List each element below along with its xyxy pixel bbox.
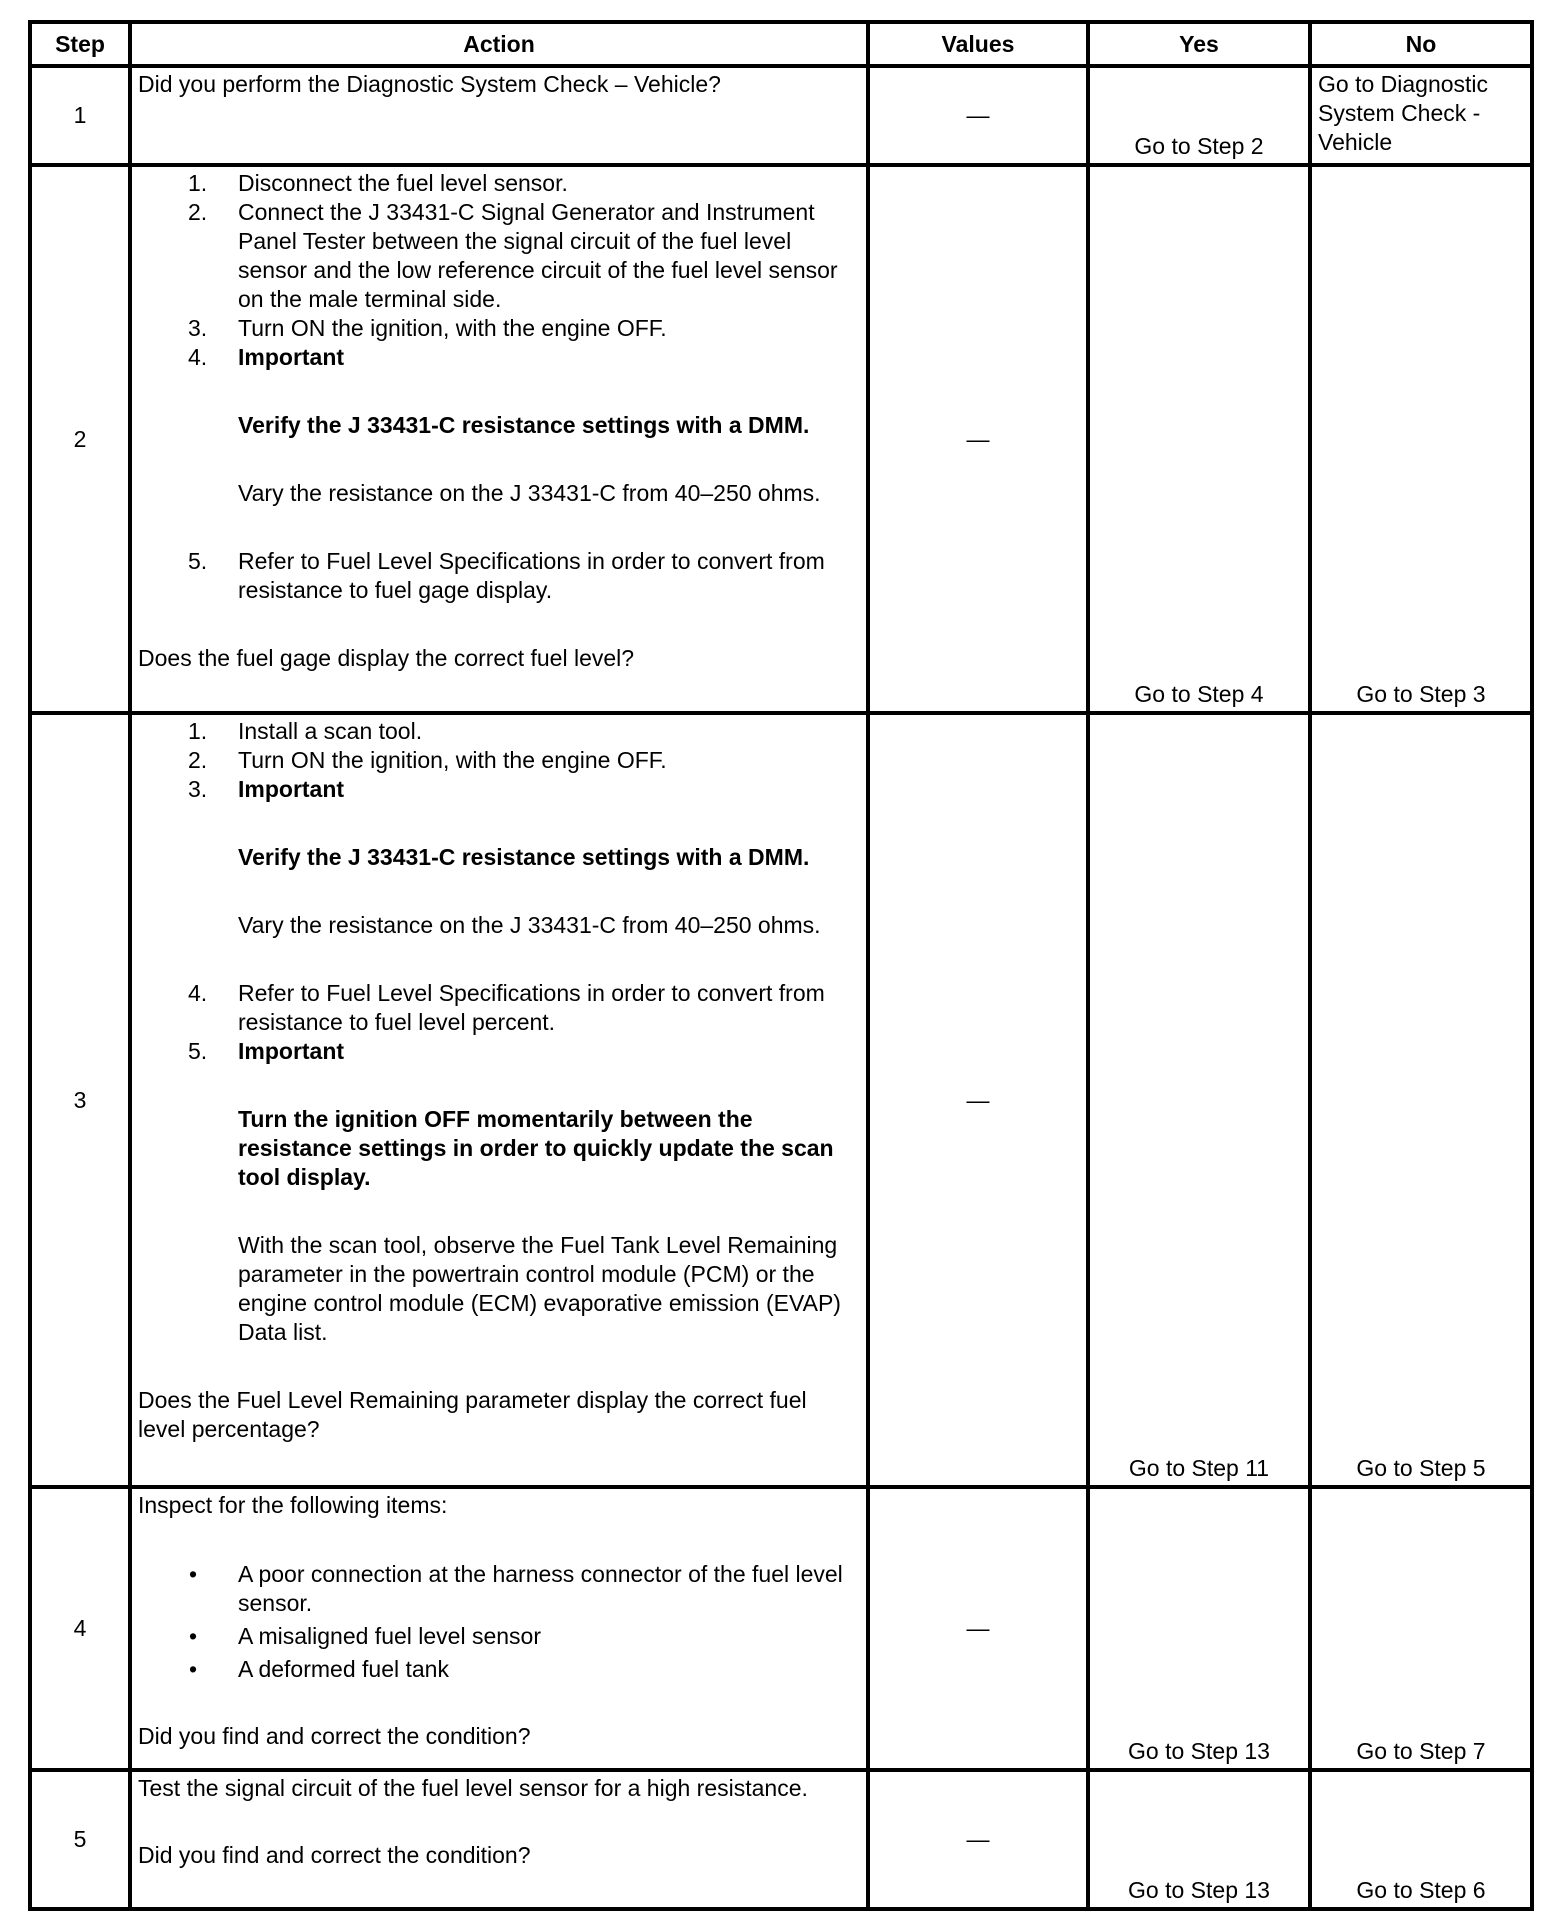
step-number: 3 — [30, 713, 130, 1487]
values-cell: — — [868, 1770, 1088, 1909]
list-item — [138, 979, 860, 1037]
inspection-list — [138, 1560, 860, 1684]
bullet-icon: • — [189, 1561, 198, 1587]
item-text: With the scan tool, observe the Fuel Tank Level Remaining parameter in the powertrain control module (PCM) or the engine control module (ECM) evaporative emission (EVAP) Data list. — [238, 1232, 841, 1345]
action-cell — [130, 1770, 868, 1909]
item-text: Connect the J 33431-C Signal Generator and Instrument Panel Tester between the signal circuit of the fuel level sensor and the low reference circuit of the fuel level sensor on the male terminal side. — [238, 199, 838, 312]
yes-cell: Go to Step 11 — [1088, 713, 1310, 1487]
values-cell: — — [868, 1487, 1088, 1770]
important-note: Verify the J 33431-C resistance settings with a DMM. — [238, 412, 810, 438]
list-item — [138, 1560, 860, 1618]
list-item — [138, 169, 860, 198]
yes-cell: Go to Step 13 — [1088, 1487, 1310, 1770]
step-number: 1 — [30, 66, 130, 165]
item-number: 3. — [188, 315, 208, 341]
important-label: Important — [238, 776, 345, 802]
action-question: Does the fuel gage display the correct fuel level? — [138, 645, 635, 671]
item-text: Turn ON the ignition, with the engine OFF. — [238, 747, 667, 773]
list-item — [138, 775, 860, 940]
step-number: 2 — [30, 165, 130, 713]
action-cell — [130, 165, 868, 713]
item-number: 5. — [188, 1038, 208, 1064]
table-row — [30, 713, 1532, 1487]
item-text: Turn ON the ignition, with the engine OFF. — [238, 315, 667, 341]
header-row — [30, 22, 1532, 66]
no-cell: Go to Step 7 — [1310, 1487, 1532, 1770]
item-number: 4. — [188, 980, 208, 1006]
important-label: Important — [238, 1038, 345, 1064]
important-note: Turn the ignition OFF momentarily between the resistance settings in order to quickly update the scan tool display. — [238, 1106, 834, 1190]
item-text: A deformed fuel tank — [238, 1656, 449, 1682]
header-no: No — [1310, 22, 1532, 66]
no-cell: Go to Step 6 — [1310, 1770, 1532, 1909]
action-steps — [138, 169, 860, 605]
important-label: Important — [238, 344, 345, 370]
important-note: Verify the J 33431-C resistance settings with a DMM. — [238, 844, 810, 870]
values-cell: — — [868, 713, 1088, 1487]
list-item — [138, 717, 860, 746]
yes-cell: Go to Step 2 — [1088, 66, 1310, 165]
item-text: Vary the resistance on the J 33431-C from 40–250 ohms. — [238, 480, 821, 506]
step-number: 4 — [30, 1487, 130, 1770]
no-cell: Go to Step 3 — [1310, 165, 1532, 713]
table-row — [30, 1487, 1532, 1770]
action-cell — [130, 1487, 868, 1770]
header-step: Step — [30, 22, 130, 66]
header-yes: Yes — [1088, 22, 1310, 66]
action-question: Did you find and correct the condition? — [138, 1842, 531, 1868]
item-text: A poor connection at the harness connector of the fuel level sensor. — [238, 1561, 843, 1616]
item-text: Disconnect the fuel level sensor. — [238, 170, 568, 196]
action-steps — [138, 717, 860, 1347]
yes-cell: Go to Step 4 — [1088, 165, 1310, 713]
action-cell — [130, 66, 868, 165]
item-text: Install a scan tool. — [238, 718, 423, 744]
action-question: Does the Fuel Level Remaining parameter display the correct fuel level percentage? — [138, 1387, 807, 1442]
values-cell: — — [868, 165, 1088, 713]
list-item — [138, 343, 860, 508]
list-item — [138, 1037, 860, 1347]
action-question: Did you perform the Diagnostic System Check – Vehicle? — [138, 71, 721, 97]
table-row — [30, 66, 1532, 165]
item-number: 2. — [188, 747, 208, 773]
item-number: 1. — [188, 170, 208, 196]
item-text: Refer to Fuel Level Specifications in order to convert from resistance to fuel level percent. — [238, 980, 825, 1035]
list-item — [138, 547, 860, 605]
item-text: Refer to Fuel Level Specifications in order to convert from resistance to fuel gage display. — [238, 548, 825, 603]
action-intro: Inspect for the following items: — [138, 1492, 448, 1518]
action-cell — [130, 713, 868, 1487]
header-action: Action — [130, 22, 868, 66]
table-row — [30, 165, 1532, 713]
item-number: 4. — [188, 344, 208, 370]
action-question: Did you find and correct the condition? — [138, 1723, 531, 1749]
diagnostic-table — [28, 20, 1534, 1911]
item-text: A misaligned fuel level sensor — [238, 1623, 541, 1649]
list-item — [138, 746, 860, 775]
list-item — [138, 1622, 860, 1651]
table-row — [30, 1770, 1532, 1909]
header-values: Values — [868, 22, 1088, 66]
list-item — [138, 198, 860, 314]
no-cell: Go to Step 5 — [1310, 713, 1532, 1487]
bullet-icon: • — [189, 1623, 198, 1649]
action-intro: Test the signal circuit of the fuel level sensor for a high resistance. — [138, 1775, 808, 1801]
bullet-icon: • — [189, 1656, 198, 1682]
item-number: 1. — [188, 718, 208, 744]
yes-cell: Go to Step 13 — [1088, 1770, 1310, 1909]
list-item — [138, 1655, 860, 1684]
item-number: 5. — [188, 548, 208, 574]
item-number: 2. — [188, 199, 208, 225]
list-item — [138, 314, 860, 343]
values-cell: — — [868, 66, 1088, 165]
no-cell: Go to Diagnostic System Check - Vehicle — [1310, 66, 1532, 165]
item-number: 3. — [188, 776, 208, 802]
step-number: 5 — [30, 1770, 130, 1909]
item-text: Vary the resistance on the J 33431-C from 40–250 ohms. — [238, 912, 821, 938]
